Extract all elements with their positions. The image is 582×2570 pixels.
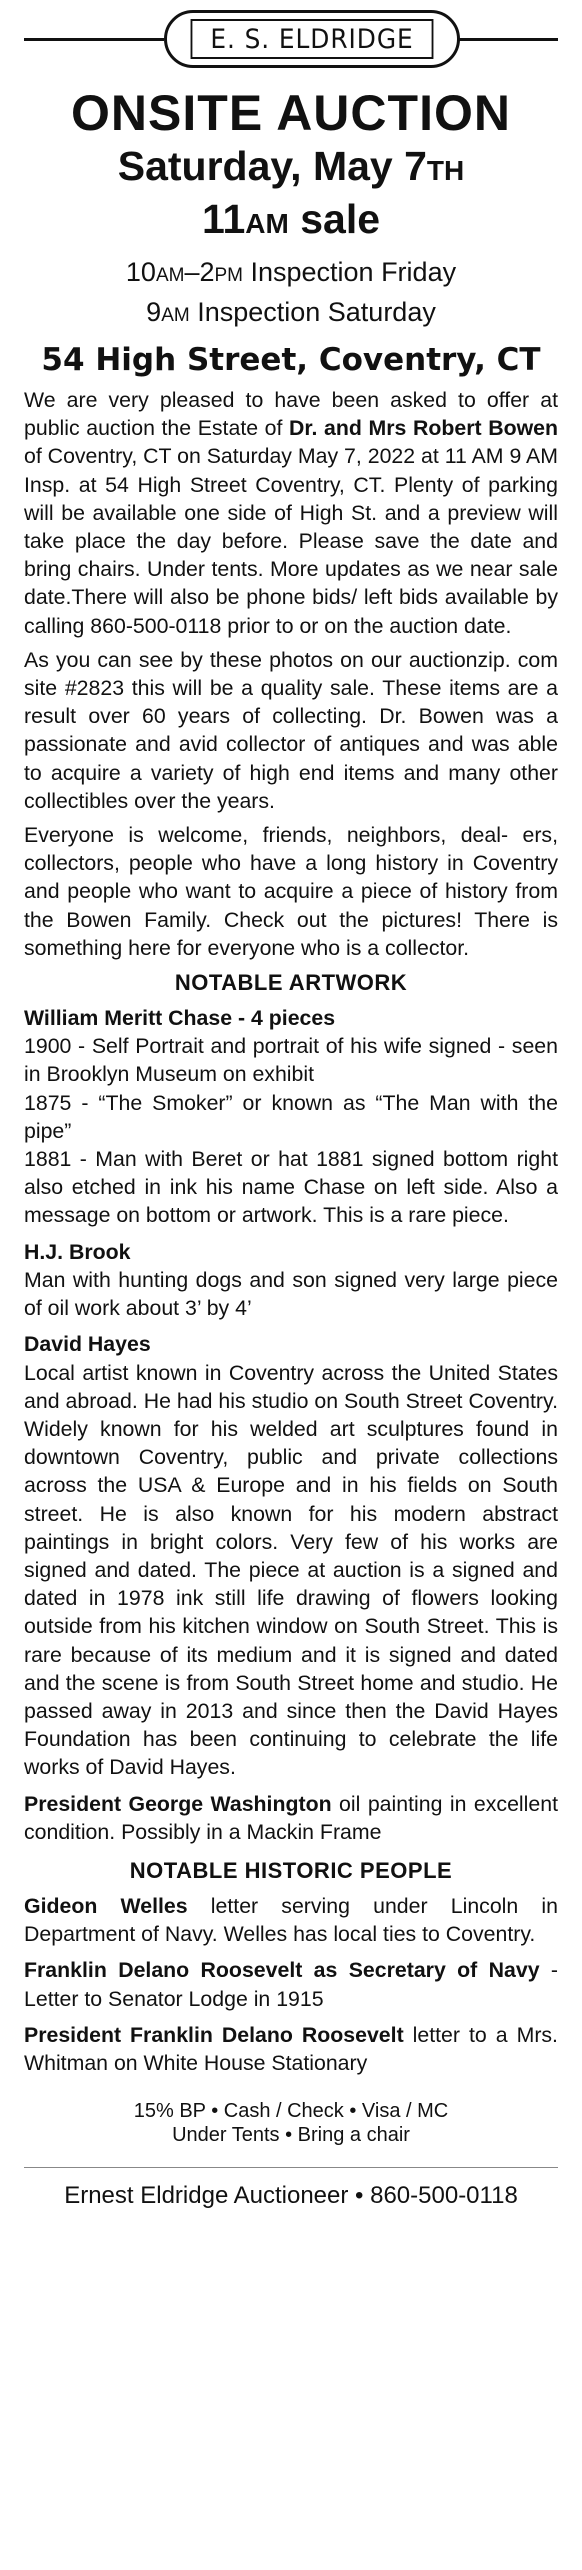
historic-item-fdr-navy-title: Franklin Delano Roosevelt as Secretary of Navy: [24, 1958, 540, 1983]
chase-item-1881: 1881 - Man with Beret or hat 1881 signed bottom right also etched in ink his name Chase on left side. Also a message on bottom or artwork. This is a rare piece.: [24, 1147, 558, 1228]
inspection-saturday-start-ampm: AM: [161, 305, 190, 326]
logo-badge: [164, 10, 460, 68]
chase-item-1875: 1875 - “The Smoker” or known as “The Man with the pipe”: [24, 1090, 558, 1143]
historic-item-welles-text: letter serving under Lincoln in Department of Navy. Welles has local ties to Coventry.: [24, 1893, 558, 1947]
historic-item-welles-title: Gideon Welles: [24, 1893, 188, 1918]
estate-name: Dr. and Mrs Robert Bowen: [289, 416, 558, 441]
chase-item-1900: 1900 - Self Portrait and portrait of his wife signed - seen in Brooklyn Museum on exhibit: [24, 1034, 558, 1087]
washington-description: oil painting in excellent condition. Possibly in a Mackin Frame: [24, 1791, 558, 1844]
inspection-saturday-start: 9: [146, 297, 162, 327]
chase-title: William Meritt Chase - 4 pieces: [24, 1006, 336, 1031]
auction-address: 54 High Street, Coventry, CT: [41, 342, 541, 378]
inspection-friday-start-ampm: AM: [155, 265, 185, 286]
historic-item-fdr-navy: [24, 1956, 558, 2012]
historic-item-welles: [24, 1892, 558, 1948]
auction-ad: [0, 10, 582, 2570]
inspection-friday-label: Inspection Friday: [242, 257, 457, 287]
footer-divider: [24, 2167, 558, 2168]
hayes-description: Local artist known in Coventry across the United States and abroad. He had his studio on South Street Coventry. Widely known for his welded art sculptures found in downtown Coventry, public and private collections across the USA & Europe and in his fields on South street. He is also known for his modern abstract paintings in bright colors. Very few of his works are signed and dated. The piece at auction is a signed and dated in 1978 ink still life drawing of flowers looking outside from his kitchen window on South Street. This is rare because of its medium and it is signed and dated and the scene is from South Street home and studio. He passed away in 2013 and since then the David Hayes Foundation has been continuing to celebrate the life works of David Hayes.: [24, 1360, 558, 1780]
collection-paragraph: As you can see by these photos on our auctionzip. com site #2823 this will be a quality sale. These items are a result over 60 years of collecting. Dr. Bowen was a passionate and avid collector of antiques and was able to acquire a variety of high end items and many other collectibles over the years.: [24, 647, 558, 813]
intro-text-end: of Coventry, CT on Saturday May 7, 2022 at 11 AM 9 AM Insp. at 54 High Street Coventry, CT. Plenty of parking will be available one side of High St. and a preview will take place the day before. Please save the date and bring chairs. Under tents. More updates as we near sale date.There will also be phone bids/ left bids available by calling 860-500-0118 prior to or on the auction date.: [24, 444, 558, 638]
logo-rule-left: [24, 38, 164, 41]
historic-item-fdr-navy-text: - Letter to Senator Lodge in 1915: [24, 1958, 558, 2011]
terms-notes: Under Tents • Bring a chair: [172, 2124, 410, 2147]
inspection-friday-start: 10: [125, 257, 156, 287]
inspection-friday-end: –2: [184, 257, 215, 287]
inspection-saturday: [24, 294, 558, 334]
terms: [24, 2099, 558, 2147]
auction-time-hour: 11: [201, 196, 246, 242]
historic-item-fdr-president-title: President Franklin Delano Roosevelt: [24, 2022, 404, 2047]
artwork-heading: NOTABLE ARTWORK: [174, 970, 408, 996]
intro-text-start: We are very pleased to have been asked to offer at public auction the Estate of: [24, 388, 558, 441]
washington-item: [24, 1790, 558, 1846]
headline: ONSITE AUCTION: [71, 85, 511, 141]
inspection-friday-end-ampm: PM: [214, 265, 243, 286]
historic-item-fdr-president-text: letter to a Mrs. Whitman on White House Stationary: [24, 2022, 558, 2075]
auction-time-rest: sale: [288, 196, 381, 242]
terms-payment: 15% BP • Cash / Check • Visa / MC: [133, 2100, 449, 2123]
historic-item-fdr-president: [24, 2021, 558, 2077]
auction-time: [24, 195, 558, 248]
welcome-paragraph: Everyone is welcome, friends, neighbors, deal- ers, collectors, people who have a long history in Coventry and people who want to acquire a piece of history from the Bowen Family. Check out the pictures! There is something here for everyone who is a collector.: [24, 823, 558, 960]
intro-paragraph: [24, 386, 558, 640]
logo-text: E. S. ELDRIDGE: [191, 19, 434, 59]
washington-title: President George Washington: [24, 1791, 332, 1816]
auctioneer-footer: Ernest Eldridge Auctioneer • 860-500-0118: [64, 2182, 518, 2210]
logo: [24, 10, 558, 82]
hayes-title: David Hayes: [24, 1332, 151, 1357]
auction-date: [24, 142, 558, 195]
inspection-saturday-label: Inspection Saturday: [189, 297, 436, 327]
historic-heading: NOTABLE HISTORIC PEOPLE: [129, 1857, 453, 1883]
auction-time-ampm: AM: [245, 208, 289, 239]
brook-description: Man with hunting dogs and son signed very large piece of oil work about 3’ by 4’: [24, 1267, 558, 1321]
auction-date-main: Saturday, May 7: [117, 143, 427, 189]
auction-date-suffix: TH: [426, 155, 465, 186]
inspection-friday: [24, 254, 558, 294]
brook-title: H.J. Brook: [24, 1239, 131, 1264]
